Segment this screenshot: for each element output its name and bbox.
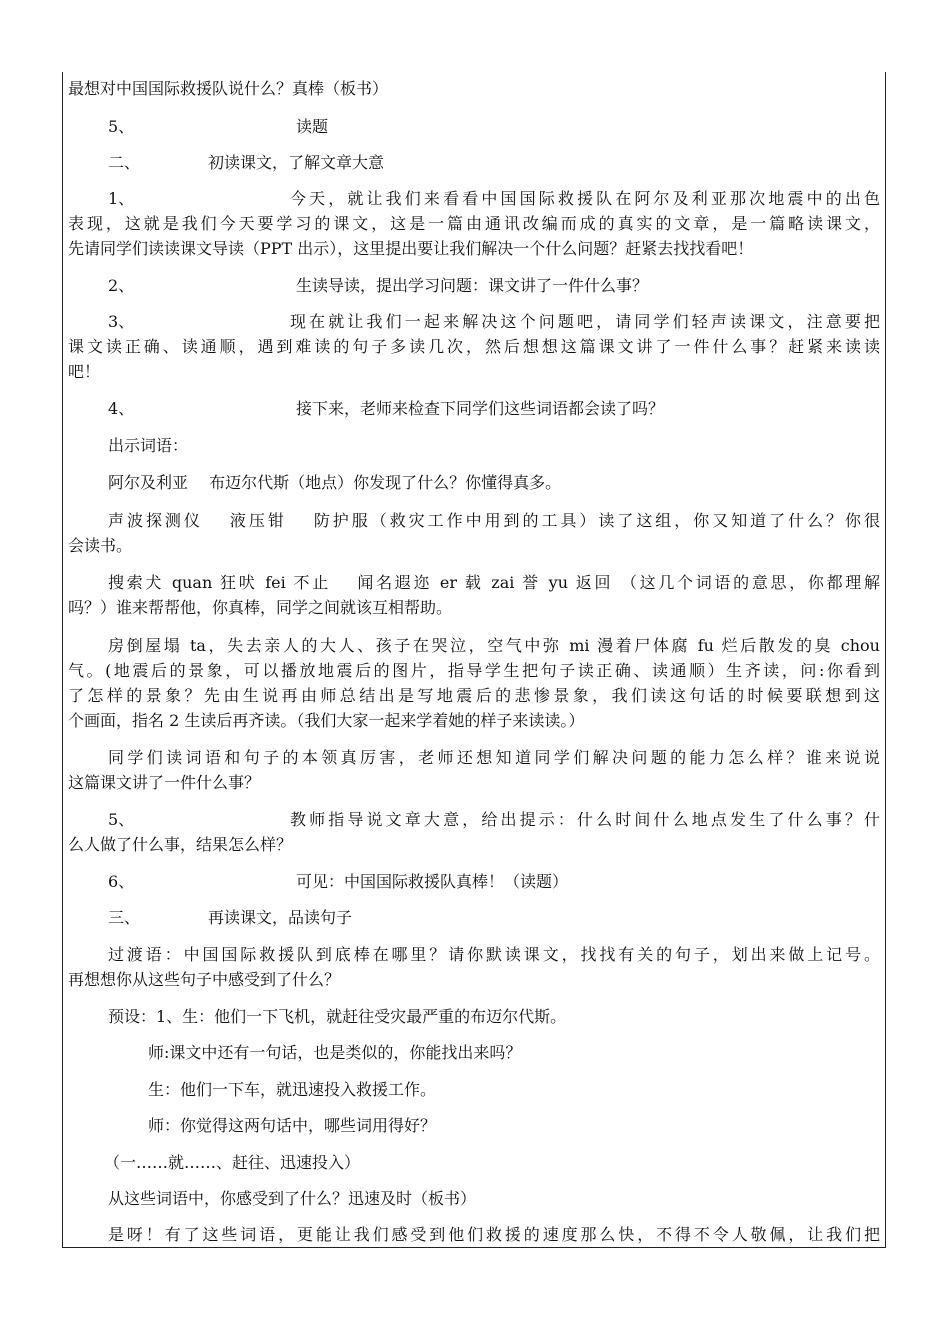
text-line: 今天，就让我们来看看中国国际救援队在阿尔及利亚那次地震中的出色 xyxy=(290,189,880,208)
text-line: 这篇课文讲了一件什么事？ xyxy=(68,773,261,792)
text-line: 个画面，指名 2 生读后再齐读。（我们大家一起来学着她的样子来读读。） xyxy=(68,711,585,730)
text-line: 会读书。 xyxy=(68,536,133,555)
section-number: 三、 xyxy=(108,908,141,927)
item-number: 2、 xyxy=(108,276,135,295)
text-line: 同学们读词语和句子的本领真厉害，老师还想知道同学们解决问题的能力怎么样？谁来说说 xyxy=(108,748,880,767)
text-line: 读题 xyxy=(296,117,329,136)
text-line: 接下来，老师来检查下同学们这些词语都会读了吗？ xyxy=(296,399,665,418)
section-heading: 再读课文，品读句子 xyxy=(208,908,353,927)
text-line: 出示词语： xyxy=(108,436,189,455)
section-heading: 初读课文，了解文章大意 xyxy=(208,153,385,172)
text-line: 房倒屋塌 ta，失去亲人的大人、孩子在哭泣，空气中弥 mi 漫着尸体腐 fu 烂后散发的臭 chou xyxy=(108,636,880,655)
text-line: 吗？）谁来帮帮他，你真棒，同学之间就该互相帮助。 xyxy=(68,598,453,617)
text-line: 阿尔及利亚 布迈尔代斯（地点）你发现了什么？你懂得真多。 xyxy=(108,473,562,492)
text-line: 搜索犬 quan 狂吠 fei 不止 闻名遐迩 er 载 zai 誉 yu 返回 （这几个词语的意思，你都理解 xyxy=(108,573,880,592)
item-number: 5、 xyxy=(108,810,135,829)
text-line: 气。(地震后的景象，可以播放地震后的图片，指导学生把句子读正确、读通顺）生齐读，问:你看到 xyxy=(68,661,880,680)
text-line: 声波探测仪 液压钳 防护服（救灾工作中用到的工具）读了这组，你又知道了什么？你很 xyxy=(108,511,880,530)
text-line: 生：他们一下车，就迅速投入救援工作。 xyxy=(148,1080,437,1099)
text-line: 表现，这就是我们今天要学习的课文，这是一篇由通讯改编而成的真实的文章，是一篇略读课文， xyxy=(68,214,880,233)
text-line: 预设：1、生：他们一下飞机，就赶往受灾最严重的布迈尔代斯。 xyxy=(108,1007,567,1026)
text-line: 从这些词语中，你感受到了什么？迅速及时（板书） xyxy=(108,1189,477,1208)
section-number: 二、 xyxy=(108,153,141,172)
text-line: 师:课文中还有一句话，也是类似的，你能找出来吗？ xyxy=(148,1043,522,1062)
item-number: 3、 xyxy=(108,312,135,331)
item-number: 4、 xyxy=(108,399,135,418)
text-line: 么人做了什么事，结果怎么样？ xyxy=(68,835,293,854)
text-line: 再想想你从这些句子中感受到了什么？ xyxy=(68,970,341,989)
text-line: 教师指导说文章大意，给出提示：什么时间什么地点发生了什么事？什 xyxy=(290,810,880,829)
item-number: 6、 xyxy=(108,872,135,891)
text-line: 课文读正确、读通顺，遇到难读的句子多读几次，然后想想这篇课文讲了一件什么事？赶紧来读读 xyxy=(68,337,880,356)
text-line: 可见：中国国际救援队真棒！（读题） xyxy=(296,872,569,891)
item-number: 1、 xyxy=(108,189,135,208)
text-line: 最想对中国国际救援队说什么？真棒（板书） xyxy=(68,79,389,98)
text-line: 生读导读，提出学习问题：课文讲了一件什么事？ xyxy=(296,276,649,295)
text-line: 了怎样的景象？先由生说再由师总结出是写地震后的悲惨景象，我们读这句话的时候要联想到这 xyxy=(68,686,880,705)
item-number: 5、 xyxy=(108,117,135,136)
text-line: 师：你觉得这两句话中，哪些词用得好？ xyxy=(148,1116,437,1135)
text-line: （一……就……、赶往、迅速投入） xyxy=(104,1153,361,1172)
text-line: 是呀！有了这些词语，更能让我们感受到他们救援的速度那么快，不得不令人敬佩，让我们把 xyxy=(108,1225,880,1244)
text-line: 吧！ xyxy=(68,362,101,381)
text-line: 过渡语：中国国际救援队到底棒在哪里？请你默读课文，找找有关的句子，划出来做上记号。 xyxy=(108,945,880,964)
text-line: 先请同学们读读课文导读（PPT 出示），这里提出要让我们解决一个什么问题？赶紧去找找看吧！ xyxy=(68,239,754,258)
text-line: 现在就让我们一起来解决这个问题吧，请同学们轻声读课文，注意要把 xyxy=(290,312,880,331)
